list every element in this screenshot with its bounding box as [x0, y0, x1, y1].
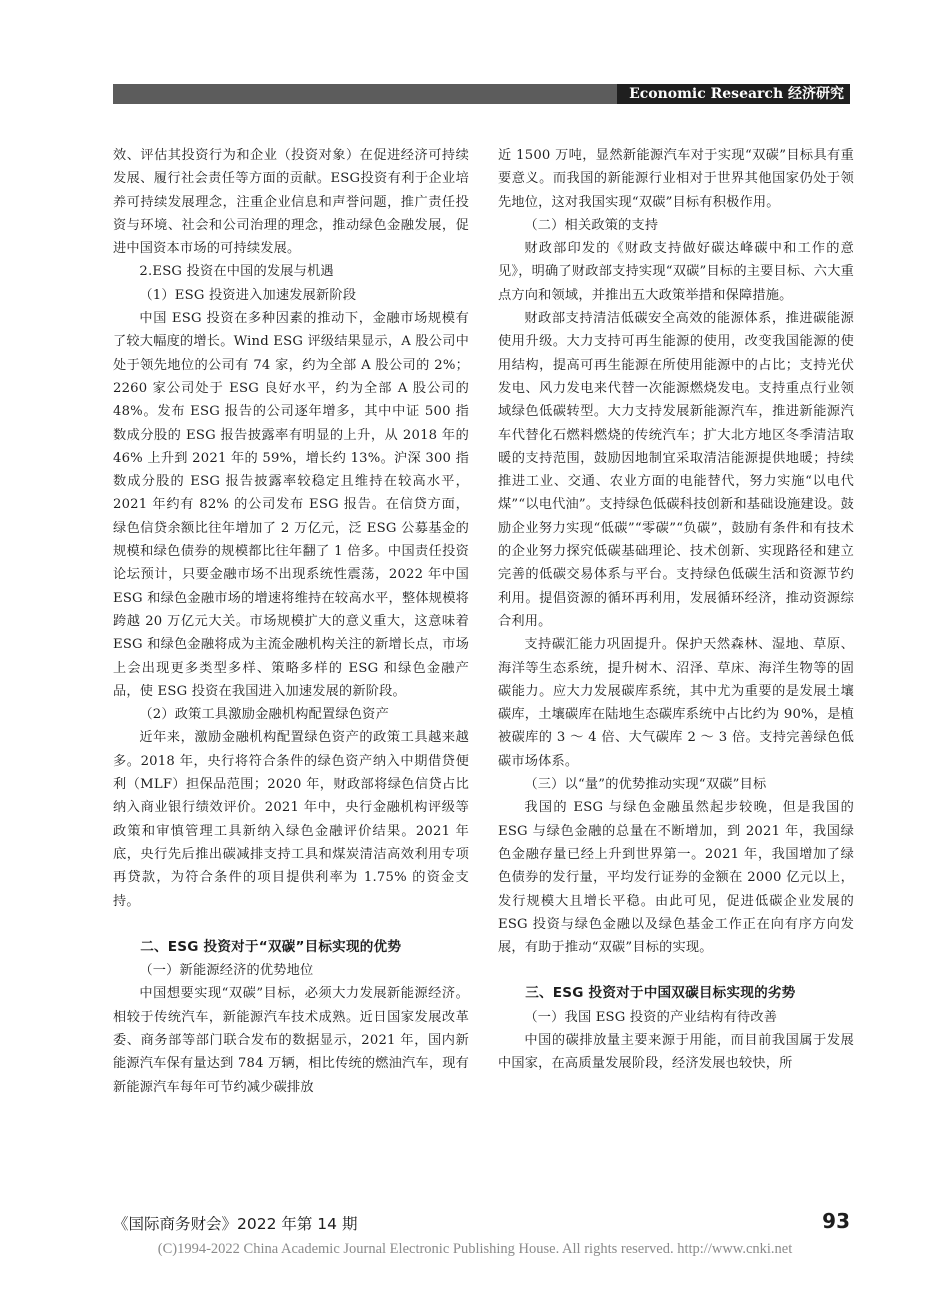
section-heading: 三、ESG 投资对于中国双碳目标实现的劣势: [525, 985, 796, 1002]
subsection-heading: （一）新能源经济的优势地位: [139, 963, 314, 979]
footer-journal-name: 《国际商务财会》2022 年第 14 期: [113, 1215, 358, 1233]
subsection-heading: （2）政策工具激励金融机构配置绿色资产: [139, 707, 389, 723]
paragraph: 财政部支持清洁低碳安全高效的能源体系，推进碳能源使用升级。大力支持可再生能源的使用，改变我国能源的使用结构，提高可再生能源在所使用能源中的占比；支持光伏发电、风力发电来代替一次能源燃烧发电。支持重点行业领域绿色低碳转型。大力支持发展新能源汽车，推进新能源汽车代替化石燃料燃烧的传统汽车；扩大北方地区冬季清洁取暖的支持范围，鼓励因地制宜采取清洁能源提供地暖；持续推进工业、交通、农业方面的电能替代，努力实施“以电代煤”“以电代油”。支持绿色低碳科技创新和基础设施建设。鼓励企业努力实现“低碳”“零碳”“负碳”，鼓励有条件和有技术的企业努力探究低碳基础理论、技术创新、实现路径和建立完善的低碳交易体系与平台。支持绿色低碳生活和资源节约利用。提倡资源的循环再利用，发展循环经济，推动资源综合利用。: [498, 311, 854, 629]
paragraph: 支持碳汇能力巩固提升。保护天然森林、湿地、草原、海洋等生态系统，提升树木、沼泽、草床、海洋生物等的固碳能力。应大力发展碳库系统，其中尤为重要的是发展土壤碳库，土壤碳库在陆地生态碳库系统中占比约为 90%，是植被碳库的 3 ～ 4 倍、大气碳库 2 ～ 3 倍。支持完善绿色低碳市场体系。: [498, 637, 854, 769]
left-column: [113, 144, 469, 1099]
paragraph: 中国的碳排放量主要来源于用能，而目前我国属于发展中国家，在高质量发展阶段，经济发展也较快，所: [498, 1032, 854, 1072]
subsection-heading: （一）我国 ESG 投资的产业结构有待改善: [524, 1009, 778, 1025]
subsection-heading: （1）ESG 投资进入加速发展新阶段: [139, 287, 357, 303]
paragraph: 我国的 ESG 与绿色金融虽然起步较晚，但是我国的 ESG 与绿色金融的总量在不断增加，到 2021 年，我国绿色金融存量已经上升到世界第一。2021 年，我国增加了绿色债券的发行量，平均发行证券的金额在 2000 亿元以上，发行规模大且增长平稳。由此可见，促进低碳企业发展的 ESG 投资与绿色金融以及绿色基金工作正在向有序方向发展，有助于推动“双碳”目标的实现。: [498, 800, 854, 956]
paragraph: 中国 ESG 投资在多种因素的推动下，金融市场规模有了较大幅度的增长。Wind ESG 评级结果显示，A 股公司中处于领先地位的公司有 74 家，约为全部 A 股公司的 2%；2260 家公司处于 ESG 良好水平，约为全部 A 股公司的 48%。发布 ESG 报告的公司逐年增多，其中中证 500 指数成分股的 ESG 报告披露率有明显的上升，从 2018 年的 46% 上升到 2021 年的 59%，增长约 13%。沪深 300 指数成分股的 ESG 报告披露率较稳定且维持在较高水平，2021 年约有 82% 的公司发布 ESG 报告。在信贷方面，绿色信贷余额比往年增加了 2 万亿元，泛 ESG 公募基金的规模和绿色债券的规模都比往年翻了 1 倍多。中国责任投资论坛预计，只要金融市场不出现系统性震荡，2022 年中国 ESG 和绿色金融市场的增速将维持在较高水平，整体规模将跨越 20 万亿元大关。市场规模扩大的意义重大，这意味着 ESG 和绿色金融将成为主流金融机构关注的新增长点，市场上会出现更多类型多样、策略多样的 ESG 和绿色金融产品，使 ESG 投资在我国进入加速发展的新阶段。: [113, 311, 469, 699]
running-header-bar: [113, 84, 850, 104]
paragraph: 财政部印发的《财政支持做好碳达峰碳中和工作的意见》，明确了财政部支持实现“双碳”目标的主要目标、六大重点方向和领域，并推出五大政策举措和保障措施。: [498, 241, 854, 303]
paragraph: 近 1500 万吨，显然新能源汽车对于实现“双碳”目标具有重要意义。而我国的新能源行业相对于世界其他国家仍处于领先地位，这对我国实现“双碳”目标有积极作用。: [498, 148, 854, 210]
running-header-title: Economic Research 经济研究: [617, 84, 850, 104]
subsection-heading: （二）相关政策的支持: [524, 217, 659, 233]
copyright-notice: (C)1994-2022 China Academic Journal Electronic Publishing House. All rights reserved. http://www.cnki.net: [157, 1241, 793, 1257]
paragraph: 近年来，激励金融机构配置绿色资产的政策工具越来越多。2018 年，央行将符合条件的绿色资产纳入中期借贷便利（MLF）担保品范围；2020 年，财政部将绿色信贷占比纳入商业银行绩效评价。2021 年中，央行金融机构评级等政策和审慎管理工具新纳入绿色金融评价结果。2021 年底，央行先后推出碳减排支持工具和煤炭清洁高效利用专项再贷款，为符合条件的项目提供利率为 1.75% 的资金支持。: [113, 730, 469, 909]
subsection-heading: 2.ESG 投资在中国的发展与机遇: [139, 264, 334, 280]
paragraph: 效、评估其投资行为和企业（投资对象）在促进经济可持续发展、履行社会责任等方面的贡献。ESG投资有利于企业培养可持续发展理念，注重企业信息和声誉问题，推广责任投资与环境、社会和公司治理的理念，推动绿色金融发展，促进中国资本市场的可持续发展。: [113, 148, 469, 257]
paragraph: 中国想要实现“双碳”目标，必须大力发展新能源经济。相较于传统汽车，新能源汽车技术成熟。近日国家发展改革委、商务部等部门联合发布的数据显示，2021 年，国内新能源汽车保有量达到 784 万辆，相比传统的燃油汽车，现有新能源汽车每年可节约减少碳排放: [113, 986, 469, 1095]
right-column: [498, 144, 854, 1076]
subsection-heading: （三）以“量”的优势推动实现“双碳”目标: [524, 777, 767, 793]
section-heading: 二、ESG 投资对于“双碳”目标实现的优势: [140, 938, 402, 955]
page-number: 93: [822, 1209, 850, 1233]
